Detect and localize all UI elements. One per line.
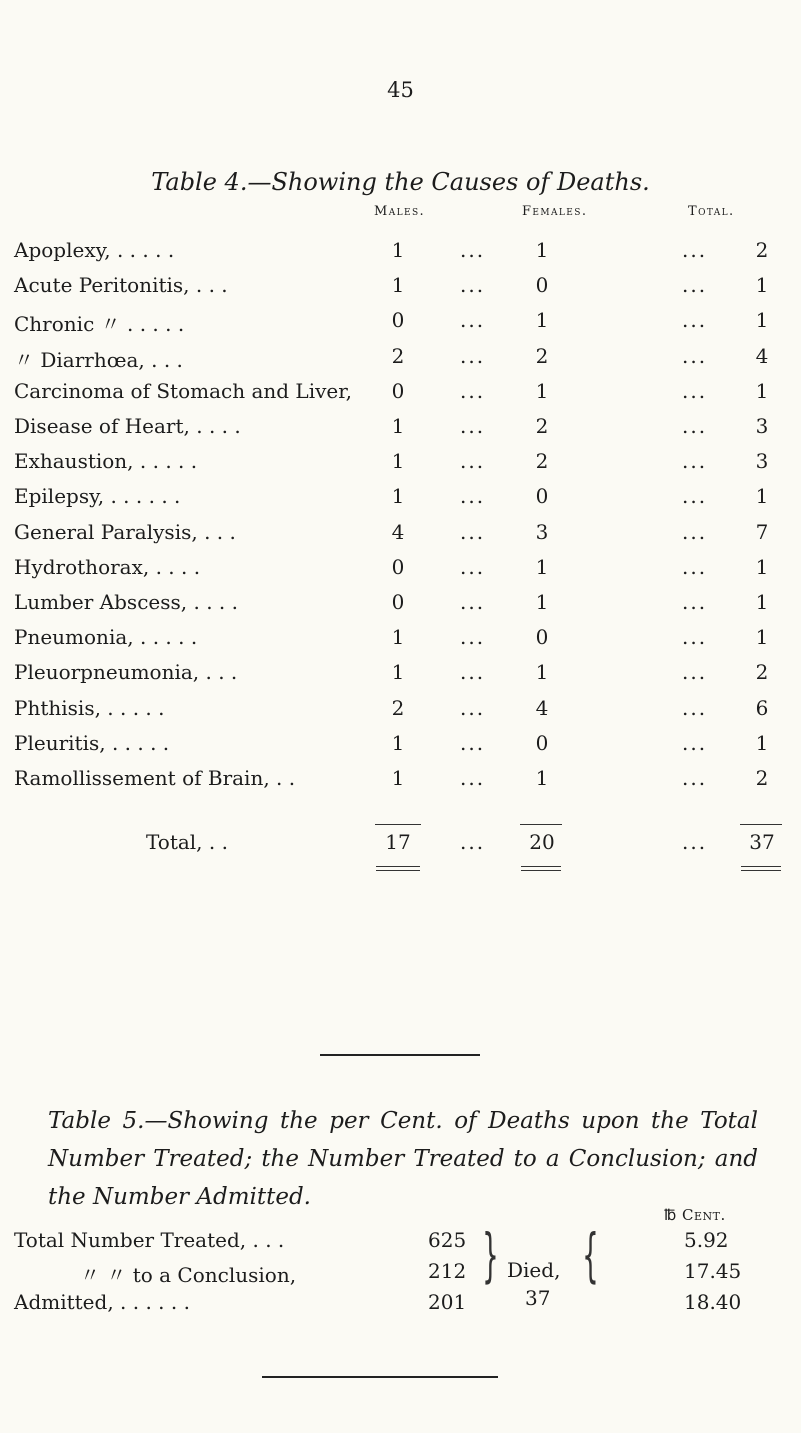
- total-males: 17: [385, 830, 411, 854]
- total-value: 3: [755, 449, 769, 473]
- males-value: 1: [391, 273, 405, 297]
- ellipsis: ...: [460, 379, 486, 403]
- died-label: Died,: [507, 1258, 561, 1282]
- total-ellipsis-2: ...: [682, 830, 708, 854]
- total-value: 1: [755, 731, 769, 755]
- total-total: 37: [749, 830, 775, 854]
- treated-value: 201: [428, 1290, 467, 1314]
- ellipsis: ...: [460, 414, 486, 438]
- cause-label: General Paralysis, . . .: [14, 520, 236, 544]
- females-value: 2: [535, 344, 549, 368]
- males-value: 1: [391, 731, 405, 755]
- treated-label: Total Number Treated, . . .: [14, 1228, 285, 1252]
- cause-label: Chronic 〃 . . . . .: [14, 312, 185, 336]
- ellipsis: ...: [460, 273, 486, 297]
- rule-females: [520, 824, 562, 825]
- ellipsis: ...: [460, 238, 486, 262]
- males-value: 0: [391, 308, 405, 332]
- males-value: 0: [391, 555, 405, 579]
- total-value: 1: [755, 379, 769, 403]
- females-value: 1: [535, 766, 549, 790]
- total-value: 1: [755, 625, 769, 649]
- ellipsis: ...: [682, 484, 708, 508]
- bottom-divider: [262, 1376, 498, 1378]
- cause-label: Lumber Abscess, . . . .: [14, 590, 238, 614]
- total-value: 1: [755, 273, 769, 297]
- females-value: 0: [535, 731, 549, 755]
- header-females: Females.: [522, 204, 588, 219]
- females-value: 0: [535, 484, 549, 508]
- ellipsis: ...: [682, 238, 708, 262]
- cause-label: Disease of Heart, . . . .: [14, 414, 241, 438]
- females-value: 1: [535, 555, 549, 579]
- ellipsis: ...: [460, 766, 486, 790]
- percent-value: 17.45: [684, 1259, 742, 1283]
- page-number: 45: [387, 78, 414, 102]
- females-value: 0: [535, 625, 549, 649]
- ellipsis: ...: [460, 555, 486, 579]
- cause-label: Phthisis, . . . . .: [14, 696, 165, 720]
- ellipsis: ...: [460, 731, 486, 755]
- percent-value: 18.40: [684, 1290, 742, 1314]
- total-value: 7: [755, 520, 769, 544]
- total-value: 2: [755, 238, 769, 262]
- ellipsis: ...: [682, 344, 708, 368]
- ellipsis: ...: [460, 308, 486, 332]
- ellipsis: ...: [682, 590, 708, 614]
- ellipsis: ...: [682, 520, 708, 544]
- total-value: 1: [755, 484, 769, 508]
- cause-label: Pleuorpneumonia, . . .: [14, 660, 238, 684]
- treated-value: 625: [428, 1228, 467, 1252]
- cause-label: Pneumonia, . . . . .: [14, 625, 198, 649]
- ellipsis: ...: [682, 766, 708, 790]
- died-value: 37: [525, 1286, 551, 1310]
- ellipsis: ...: [460, 625, 486, 649]
- ellipsis: ...: [682, 414, 708, 438]
- males-value: 2: [391, 344, 405, 368]
- males-value: 0: [391, 379, 405, 403]
- section-divider: [320, 1054, 480, 1056]
- ellipsis: ...: [682, 625, 708, 649]
- ellipsis: ...: [460, 520, 486, 544]
- right-brace: {: [582, 1221, 599, 1289]
- double-rule-females: [521, 866, 561, 871]
- total-value: 1: [755, 308, 769, 332]
- ellipsis: ...: [682, 731, 708, 755]
- double-rule-total: [741, 866, 781, 871]
- ellipsis: ...: [682, 308, 708, 332]
- ellipsis: ...: [682, 660, 708, 684]
- ellipsis: ...: [460, 449, 486, 473]
- ellipsis: ...: [682, 273, 708, 297]
- cause-label: Apoplexy, . . . . .: [14, 238, 175, 262]
- ellipsis: ...: [460, 484, 486, 508]
- ellipsis: ...: [460, 590, 486, 614]
- table4-title: Table 4.—Showing the Causes of Deaths.: [151, 168, 650, 196]
- treated-label: Admitted, . . . . . .: [14, 1290, 190, 1314]
- cause-label: 〃 Diarrhœa, . . .: [14, 348, 183, 372]
- males-value: 1: [391, 238, 405, 262]
- males-value: 1: [391, 766, 405, 790]
- table5-title: Table 5.—Showing the per Cent. of Deaths upon the Total Number Treated; the Number Treated to a Conclusion; and the Number Admitted.: [48, 1108, 758, 1210]
- ellipsis: ...: [682, 379, 708, 403]
- total-females: 20: [529, 830, 555, 854]
- males-value: 1: [391, 660, 405, 684]
- ellipsis: ...: [460, 344, 486, 368]
- males-value: 0: [391, 590, 405, 614]
- females-value: 1: [535, 590, 549, 614]
- total-value: 4: [755, 344, 769, 368]
- males-value: 1: [391, 449, 405, 473]
- total-ellipsis-1: ...: [460, 830, 486, 854]
- females-value: 0: [535, 273, 549, 297]
- header-males: Males.: [374, 204, 426, 219]
- total-label: Total, . .: [146, 830, 228, 854]
- cause-label: Carcinoma of Stomach and Liver,: [14, 379, 352, 403]
- per-cent-header: ℔ Cent.: [664, 1206, 726, 1224]
- total-value: 3: [755, 414, 769, 438]
- males-value: 1: [391, 414, 405, 438]
- females-value: 1: [535, 379, 549, 403]
- females-value: 1: [535, 660, 549, 684]
- total-value: 1: [755, 555, 769, 579]
- females-value: 2: [535, 414, 549, 438]
- males-value: 1: [391, 625, 405, 649]
- percent-value: 5.92: [684, 1228, 729, 1252]
- ellipsis: ...: [460, 660, 486, 684]
- females-value: 4: [535, 696, 549, 720]
- treated-value: 212: [428, 1259, 467, 1283]
- cause-label: Acute Peritonitis, . . .: [14, 273, 228, 297]
- ellipsis: ...: [682, 696, 708, 720]
- ellipsis: ...: [460, 696, 486, 720]
- cause-label: Pleuritis, . . . . .: [14, 731, 170, 755]
- ellipsis: ...: [682, 449, 708, 473]
- cause-label: Hydrothorax, . . . .: [14, 555, 201, 579]
- total-value: 1: [755, 590, 769, 614]
- females-value: 3: [535, 520, 549, 544]
- cause-label: Ramollissement of Brain, . .: [14, 766, 296, 790]
- rule-males: [375, 824, 421, 825]
- header-total: Total.: [688, 204, 735, 219]
- ellipsis: ...: [682, 555, 708, 579]
- males-value: 1: [391, 484, 405, 508]
- rule-total: [740, 824, 782, 825]
- females-value: 1: [535, 238, 549, 262]
- treated-label: 〃 〃 to a Conclusion,: [80, 1263, 297, 1287]
- cause-label: Epilepsy, . . . . . .: [14, 484, 181, 508]
- total-value: 6: [755, 696, 769, 720]
- males-value: 2: [391, 696, 405, 720]
- total-value: 2: [755, 766, 769, 790]
- females-value: 2: [535, 449, 549, 473]
- left-brace: }: [482, 1221, 499, 1289]
- males-value: 4: [391, 520, 405, 544]
- females-value: 1: [535, 308, 549, 332]
- cause-label: Exhaustion, . . . . .: [14, 449, 198, 473]
- double-rule-males: [376, 866, 420, 871]
- total-value: 2: [755, 660, 769, 684]
